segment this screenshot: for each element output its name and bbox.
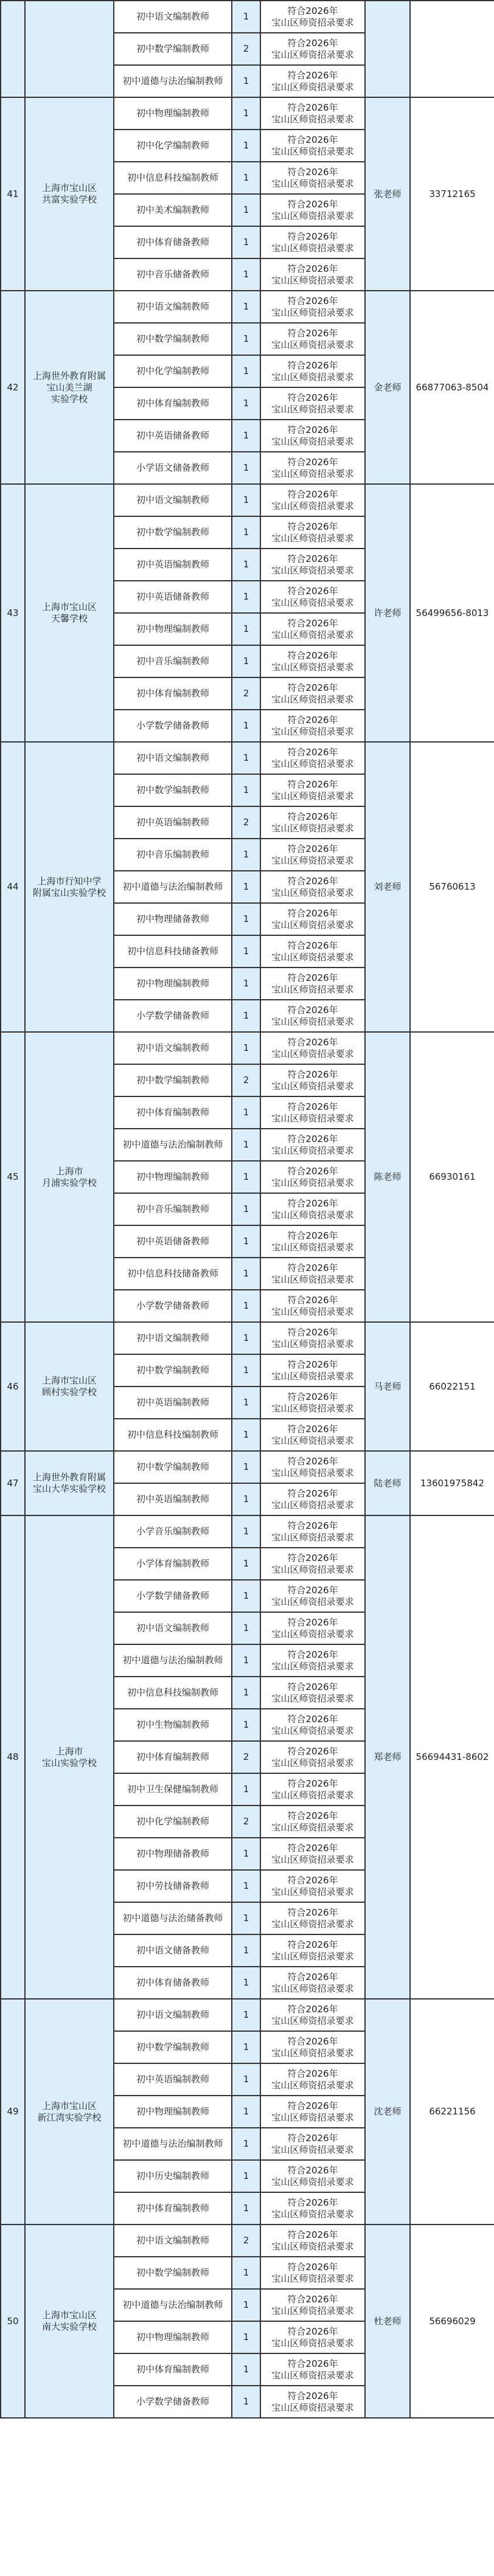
school-number: 49: [1, 1999, 25, 2225]
position-title: 初中信息科技储备教师: [114, 1258, 232, 1290]
table-row: [1, 1999, 494, 2031]
position-count: 1: [232, 355, 260, 387]
position-count: 1: [232, 226, 260, 258]
position-requirement: 符合2026年 宝山区师资招录要求: [260, 1741, 365, 1773]
school-number: 45: [1, 1032, 25, 1322]
position-title: 小学音乐编制教师: [114, 1515, 232, 1548]
position-title: 小学数学储备教师: [114, 2386, 232, 2418]
position-count: 2: [232, 33, 260, 65]
position-requirement: 符合2026年 宝山区师资招录要求: [260, 1064, 365, 1096]
position-count: 1: [232, 1000, 260, 1032]
position-requirement: 符合2026年 宝山区师资招录要求: [260, 226, 365, 258]
position-title: 初中语文编制教师: [114, 1999, 232, 2031]
position-title: 初中体育编制教师: [114, 677, 232, 710]
contact-person: 金老师: [365, 291, 410, 484]
position-title: 初中英语编制教师: [114, 806, 232, 839]
position-title: 小学数学储备教师: [114, 1580, 232, 1612]
position-title: 初中体育储备教师: [114, 1967, 232, 1999]
position-count: 1: [232, 935, 260, 968]
position-title: 初中英语储备教师: [114, 1225, 232, 1258]
position-requirement: 符合2026年 宝山区师资招录要求: [260, 420, 365, 452]
position-count: 1: [232, 1129, 260, 1161]
position-requirement: 符合2026年 宝山区师资招录要求: [260, 1, 365, 33]
school-name: 上海市 宝山实验学校: [25, 1515, 114, 1999]
position-count: 1: [232, 613, 260, 645]
position-requirement: 符合2026年 宝山区师资招录要求: [260, 1258, 365, 1290]
position-requirement: 符合2026年 宝山区师资招录要求: [260, 935, 365, 968]
position-requirement: 符合2026年 宝山区师资招录要求: [260, 2321, 365, 2353]
position-requirement: 符合2026年 宝山区师资招录要求: [260, 2031, 365, 2063]
position-requirement: 符合2026年 宝山区师资招录要求: [260, 839, 365, 871]
position-requirement: 符合2026年 宝山区师资招录要求: [260, 613, 365, 645]
position-count: 1: [232, 1515, 260, 1548]
position-title: 初中英语编制教师: [114, 1387, 232, 1419]
position-requirement: 符合2026年 宝山区师资招录要求: [260, 194, 365, 226]
position-requirement: 符合2026年 宝山区师资招录要求: [260, 742, 365, 774]
contact-person: 沈老师: [365, 1999, 410, 2225]
position-title: 小学语文储备教师: [114, 452, 232, 484]
school-number: 43: [1, 484, 25, 742]
position-requirement: 符合2026年 宝山区师资招录要求: [260, 2353, 365, 2386]
position-title: 初中信息科技编制教师: [114, 1419, 232, 1451]
position-title: 初中美术编制教师: [114, 194, 232, 226]
position-requirement: 符合2026年 宝山区师资招录要求: [260, 1870, 365, 1902]
contact-phone: 13601975842: [410, 1451, 494, 1515]
position-requirement: 符合2026年 宝山区师资招录要求: [260, 1161, 365, 1193]
position-title: 小学数学储备教师: [114, 1290, 232, 1322]
position-title: 初中化学编制教师: [114, 130, 232, 162]
contact-phone: 56499656-8013: [410, 484, 494, 742]
school-name: 上海市宝山区 天馨学校: [25, 484, 114, 742]
position-count: 1: [232, 1644, 260, 1677]
position-requirement: 符合2026年 宝山区师资招录要求: [260, 581, 365, 613]
school-number: 47: [1, 1451, 25, 1515]
position-title: 初中体育编制教师: [114, 2353, 232, 2386]
position-title: 初中数学编制教师: [114, 1451, 232, 1483]
table-row: [1, 291, 494, 323]
position-count: 1: [232, 484, 260, 516]
position-requirement: 符合2026年 宝山区师资招录要求: [260, 1838, 365, 1870]
position-title: 初中英语编制教师: [114, 549, 232, 581]
position-requirement: 符合2026年 宝山区师资招录要求: [260, 1806, 365, 1838]
position-requirement: 符合2026年 宝山区师资招录要求: [260, 2225, 365, 2257]
position-title: 初中卫生保健编制教师: [114, 1773, 232, 1806]
position-title: 初中语文编制教师: [114, 1322, 232, 1354]
contact-person: 许老师: [365, 484, 410, 742]
position-title: 初中语文编制教师: [114, 484, 232, 516]
position-title: 初中物理编制教师: [114, 2096, 232, 2128]
position-title: 初中语文编制教师: [114, 1032, 232, 1064]
position-count: 1: [232, 903, 260, 935]
position-count: 1: [232, 549, 260, 581]
position-count: 1: [232, 871, 260, 903]
position-requirement: 符合2026年 宝山区师资招录要求: [260, 1612, 365, 1644]
position-count: 1: [232, 2321, 260, 2353]
position-title: 初中数学编制教师: [114, 1354, 232, 1387]
position-title: 初中道德与法治编制教师: [114, 2289, 232, 2321]
position-requirement: 符合2026年 宝山区师资招录要求: [260, 2096, 365, 2128]
position-count: 1: [232, 1451, 260, 1483]
position-count: 2: [232, 1806, 260, 1838]
school-number: 44: [1, 742, 25, 1032]
contact-person: 张老师: [365, 97, 410, 291]
position-requirement: 符合2026年 宝山区师资招录要求: [260, 710, 365, 742]
position-count: 1: [232, 323, 260, 355]
position-requirement: 符合2026年 宝山区师资招录要求: [260, 258, 365, 291]
position-title: 初中数学编制教师: [114, 516, 232, 549]
school-number: [1, 1, 25, 97]
school-name: 上海市宝山区 新江湾实验学校: [25, 1999, 114, 2225]
position-count: 1: [232, 1967, 260, 1999]
position-count: 1: [232, 1193, 260, 1225]
position-title: 初中道德与法治编制教师: [114, 65, 232, 97]
position-requirement: 符合2026年 宝山区师资招录要求: [260, 1129, 365, 1161]
contact-phone: 56694431-8602: [410, 1515, 494, 1999]
position-count: 1: [232, 1612, 260, 1644]
position-requirement: 符合2026年 宝山区师资招录要求: [260, 1032, 365, 1064]
position-title: 初中物理编制教师: [114, 1161, 232, 1193]
position-title: 初中物理储备教师: [114, 1838, 232, 1870]
position-requirement: 符合2026年 宝山区师资招录要求: [260, 903, 365, 935]
position-requirement: 符合2026年 宝山区师资招录要求: [260, 645, 365, 677]
contact-phone: 66022151: [410, 1322, 494, 1451]
position-requirement: 符合2026年 宝山区师资招录要求: [260, 2160, 365, 2192]
contact-person: 杜老师: [365, 2225, 410, 2418]
position-title: 小学数学储备教师: [114, 1000, 232, 1032]
school-name: 上海世外教育附属 宝山美兰湖 实验学校: [25, 291, 114, 484]
table-row: [1, 97, 494, 130]
position-title: 初中语文编制教师: [114, 2225, 232, 2257]
table-row: [1, 742, 494, 774]
position-requirement: 符合2026年 宝山区师资招录要求: [260, 1677, 365, 1709]
position-requirement: 符合2026年 宝山区师资招录要求: [260, 130, 365, 162]
position-count: 2: [232, 806, 260, 839]
position-title: 初中物理编制教师: [114, 613, 232, 645]
contact-phone: 66221156: [410, 1999, 494, 2225]
position-count: 1: [232, 1934, 260, 1967]
position-count: 1: [232, 645, 260, 677]
position-title: 初中语文编制教师: [114, 291, 232, 323]
position-title: 初中体育编制教师: [114, 387, 232, 420]
position-requirement: 符合2026年 宝山区师资招录要求: [260, 65, 365, 97]
position-count: 1: [232, 2096, 260, 2128]
contact-phone: 66930161: [410, 1032, 494, 1322]
position-requirement: 符合2026年 宝山区师资招录要求: [260, 1225, 365, 1258]
position-title: 初中英语储备教师: [114, 420, 232, 452]
position-title: 初中语文编制教师: [114, 742, 232, 774]
position-requirement: 符合2026年 宝山区师资招录要求: [260, 1773, 365, 1806]
contact-phone: 33712165: [410, 97, 494, 291]
position-requirement: 符合2026年 宝山区师资招录要求: [260, 1096, 365, 1129]
position-requirement: 符合2026年 宝山区师资招录要求: [260, 2289, 365, 2321]
position-title: 初中物理储备教师: [114, 903, 232, 935]
contact-phone: [410, 1, 494, 97]
position-count: 1: [232, 581, 260, 613]
position-requirement: 符合2026年 宝山区师资招录要求: [260, 806, 365, 839]
position-count: 1: [232, 1580, 260, 1612]
position-title: 初中音乐编制教师: [114, 1193, 232, 1225]
position-title: 初中音乐编制教师: [114, 645, 232, 677]
contact-person: 陆老师: [365, 1451, 410, 1515]
position-title: 初中英语编制教师: [114, 2063, 232, 2096]
position-title: 初中数学编制教师: [114, 323, 232, 355]
position-count: 1: [232, 1290, 260, 1322]
position-title: 初中音乐储备教师: [114, 258, 232, 291]
contact-person: 马老师: [365, 1322, 410, 1451]
position-title: 小学数学储备教师: [114, 710, 232, 742]
position-requirement: 符合2026年 宝山区师资招录要求: [260, 1967, 365, 1999]
position-requirement: 符合2026年 宝山区师资招录要求: [260, 33, 365, 65]
position-requirement: 符合2026年 宝山区师资招录要求: [260, 355, 365, 387]
position-title: 初中历史编制教师: [114, 2160, 232, 2192]
position-requirement: 符合2026年 宝山区师资招录要求: [260, 387, 365, 420]
position-title: 初中道德与法治编制教师: [114, 871, 232, 903]
position-count: 1: [232, 2160, 260, 2192]
position-count: 1: [232, 1225, 260, 1258]
position-requirement: 符合2026年 宝山区师资招录要求: [260, 1290, 365, 1322]
position-count: 2: [232, 677, 260, 710]
position-requirement: 符合2026年 宝山区师资招录要求: [260, 2128, 365, 2160]
position-count: 2: [232, 1064, 260, 1096]
position-count: 1: [232, 1999, 260, 2031]
position-count: 1: [232, 774, 260, 806]
position-title: 初中生物编制教师: [114, 1709, 232, 1741]
position-count: 1: [232, 1773, 260, 1806]
position-requirement: 符合2026年 宝山区师资招录要求: [260, 484, 365, 516]
position-count: 1: [232, 516, 260, 549]
school-name: 上海市宝山区 共富实验学校: [25, 97, 114, 291]
position-count: 1: [232, 420, 260, 452]
position-count: 1: [232, 1548, 260, 1580]
school-name: 上海市 月浦实验学校: [25, 1032, 114, 1322]
position-title: 初中道德与法治编制教师: [114, 1644, 232, 1677]
position-title: 初中数学编制教师: [114, 774, 232, 806]
position-count: 1: [232, 291, 260, 323]
position-count: 1: [232, 2353, 260, 2386]
position-requirement: 符合2026年 宝山区师资招录要求: [260, 1548, 365, 1580]
position-count: 1: [232, 2289, 260, 2321]
position-title: 初中信息科技编制教师: [114, 162, 232, 194]
position-requirement: 符合2026年 宝山区师资招录要求: [260, 2257, 365, 2289]
position-title: 小学体育编制教师: [114, 1548, 232, 1580]
position-count: 1: [232, 1, 260, 33]
position-title: 初中物理编制教师: [114, 968, 232, 1000]
position-count: 1: [232, 387, 260, 420]
position-count: 1: [232, 65, 260, 97]
position-title: 初中信息科技编制教师: [114, 1677, 232, 1709]
position-count: 2: [232, 2225, 260, 2257]
position-count: 1: [232, 1096, 260, 1129]
contact-person: [365, 1, 410, 97]
position-title: 初中体育编制教师: [114, 1096, 232, 1129]
table-row: [1, 1, 494, 33]
contact-person: 陈老师: [365, 1032, 410, 1322]
position-count: 1: [232, 2128, 260, 2160]
position-title: 初中道德与法治储备教师: [114, 1902, 232, 1934]
table-row: [1, 484, 494, 516]
position-count: 1: [232, 1161, 260, 1193]
position-requirement: 符合2026年 宝山区师资招录要求: [260, 323, 365, 355]
position-count: 1: [232, 2386, 260, 2418]
table-row: [1, 2225, 494, 2257]
school-number: 42: [1, 291, 25, 484]
position-requirement: 符合2026年 宝山区师资招录要求: [260, 1934, 365, 1967]
position-count: 1: [232, 2031, 260, 2063]
position-count: 1: [232, 1322, 260, 1354]
position-count: 1: [232, 839, 260, 871]
position-requirement: 符合2026年 宝山区师资招录要求: [260, 516, 365, 549]
position-requirement: 符合2026年 宝山区师资招录要求: [260, 2063, 365, 2096]
position-count: 1: [232, 130, 260, 162]
position-requirement: 符合2026年 宝山区师资招录要求: [260, 1193, 365, 1225]
position-count: 1: [232, 968, 260, 1000]
school-name: [25, 1, 114, 97]
position-requirement: 符合2026年 宝山区师资招录要求: [260, 162, 365, 194]
position-title: 初中化学编制教师: [114, 1806, 232, 1838]
position-title: 初中体育编制教师: [114, 2192, 232, 2225]
position-title: 初中数学编制教师: [114, 2031, 232, 2063]
contact-phone: 66877063-8504: [410, 291, 494, 484]
position-count: 1: [232, 452, 260, 484]
position-requirement: 符合2026年 宝山区师资招录要求: [260, 1419, 365, 1451]
position-requirement: 符合2026年 宝山区师资招录要求: [260, 1387, 365, 1419]
position-title: 初中英语储备教师: [114, 581, 232, 613]
position-count: 2: [232, 1741, 260, 1773]
position-requirement: 符合2026年 宝山区师资招录要求: [260, 1999, 365, 2031]
school-name: 上海市宝山区 顾村实验学校: [25, 1322, 114, 1451]
position-title: 初中化学编制教师: [114, 355, 232, 387]
position-requirement: 符合2026年 宝山区师资招录要求: [260, 2192, 365, 2225]
position-title: 初中语文编制教师: [114, 1, 232, 33]
table-row: [1, 1322, 494, 1354]
position-title: 初中语文储备教师: [114, 1934, 232, 1967]
position-requirement: 符合2026年 宝山区师资招录要求: [260, 549, 365, 581]
position-count: 1: [232, 1354, 260, 1387]
position-requirement: 符合2026年 宝山区师资招录要求: [260, 774, 365, 806]
position-title: 初中劳技储备教师: [114, 1870, 232, 1902]
position-count: 1: [232, 1419, 260, 1451]
table-row: [1, 1032, 494, 1064]
position-requirement: 符合2026年 宝山区师资招录要求: [260, 677, 365, 710]
school-name: 上海世外教育附属 宝山大华实验学校: [25, 1451, 114, 1515]
position-count: 1: [232, 1902, 260, 1934]
position-requirement: 符合2026年 宝山区师资招录要求: [260, 1580, 365, 1612]
contact-person: 郑老师: [365, 1515, 410, 1999]
position-requirement: 符合2026年 宝山区师资招录要求: [260, 2386, 365, 2418]
position-title: 初中数学编制教师: [114, 33, 232, 65]
position-requirement: 符合2026年 宝山区师资招录要求: [260, 1000, 365, 1032]
school-number: 41: [1, 97, 25, 291]
position-requirement: 符合2026年 宝山区师资招录要求: [260, 1483, 365, 1515]
position-title: 初中体育编制教师: [114, 1741, 232, 1773]
position-requirement: 符合2026年 宝山区师资招录要求: [260, 1515, 365, 1548]
position-count: 1: [232, 1387, 260, 1419]
position-count: 1: [232, 742, 260, 774]
position-count: 1: [232, 97, 260, 130]
position-requirement: 符合2026年 宝山区师资招录要求: [260, 1322, 365, 1354]
position-count: 1: [232, 258, 260, 291]
position-requirement: 符合2026年 宝山区师资招录要求: [260, 1709, 365, 1741]
position-count: 1: [232, 1870, 260, 1902]
table-row: [1, 1451, 494, 1483]
position-count: 1: [232, 2192, 260, 2225]
school-name: 上海市行知中学 附属宝山实验学校: [25, 742, 114, 1032]
position-requirement: 符合2026年 宝山区师资招录要求: [260, 97, 365, 130]
contact-phone: 56696029: [410, 2225, 494, 2418]
position-count: 1: [232, 194, 260, 226]
contact-phone: 56760613: [410, 742, 494, 1032]
position-title: 初中音乐编制教师: [114, 839, 232, 871]
position-requirement: 符合2026年 宝山区师资招录要求: [260, 871, 365, 903]
position-title: 初中数学编制教师: [114, 2257, 232, 2289]
position-title: 初中信息科技储备教师: [114, 935, 232, 968]
position-requirement: 符合2026年 宝山区师资招录要求: [260, 1644, 365, 1677]
position-requirement: 符合2026年 宝山区师资招录要求: [260, 291, 365, 323]
position-title: 初中英语编制教师: [114, 1483, 232, 1515]
position-title: 初中道德与法治编制教师: [114, 1129, 232, 1161]
position-requirement: 符合2026年 宝山区师资招录要求: [260, 1902, 365, 1934]
school-number: 46: [1, 1322, 25, 1451]
position-count: 1: [232, 1483, 260, 1515]
position-count: 1: [232, 2063, 260, 2096]
position-count: 1: [232, 1709, 260, 1741]
school-number: 50: [1, 2225, 25, 2418]
table-row: [1, 1515, 494, 1548]
position-requirement: 符合2026年 宝山区师资招录要求: [260, 968, 365, 1000]
position-count: 1: [232, 1838, 260, 1870]
position-count: 1: [232, 1258, 260, 1290]
position-count: 1: [232, 710, 260, 742]
position-title: 初中物理编制教师: [114, 97, 232, 130]
position-title: 初中体育储备教师: [114, 226, 232, 258]
contact-person: 刘老师: [365, 742, 410, 1032]
position-requirement: 符合2026年 宝山区师资招录要求: [260, 452, 365, 484]
position-requirement: 符合2026年 宝山区师资招录要求: [260, 1354, 365, 1387]
position-count: 1: [232, 1032, 260, 1064]
position-title: 初中数学编制教师: [114, 1064, 232, 1096]
position-title: 初中道德与法治编制教师: [114, 2128, 232, 2160]
school-number: 48: [1, 1515, 25, 1999]
position-count: 1: [232, 1677, 260, 1709]
school-name: 上海市宝山区 南大实验学校: [25, 2225, 114, 2418]
position-count: 1: [232, 162, 260, 194]
position-title: 初中物理编制教师: [114, 2321, 232, 2353]
position-count: 1: [232, 2257, 260, 2289]
position-title: 初中语文编制教师: [114, 1612, 232, 1644]
position-requirement: 符合2026年 宝山区师资招录要求: [260, 1451, 365, 1483]
